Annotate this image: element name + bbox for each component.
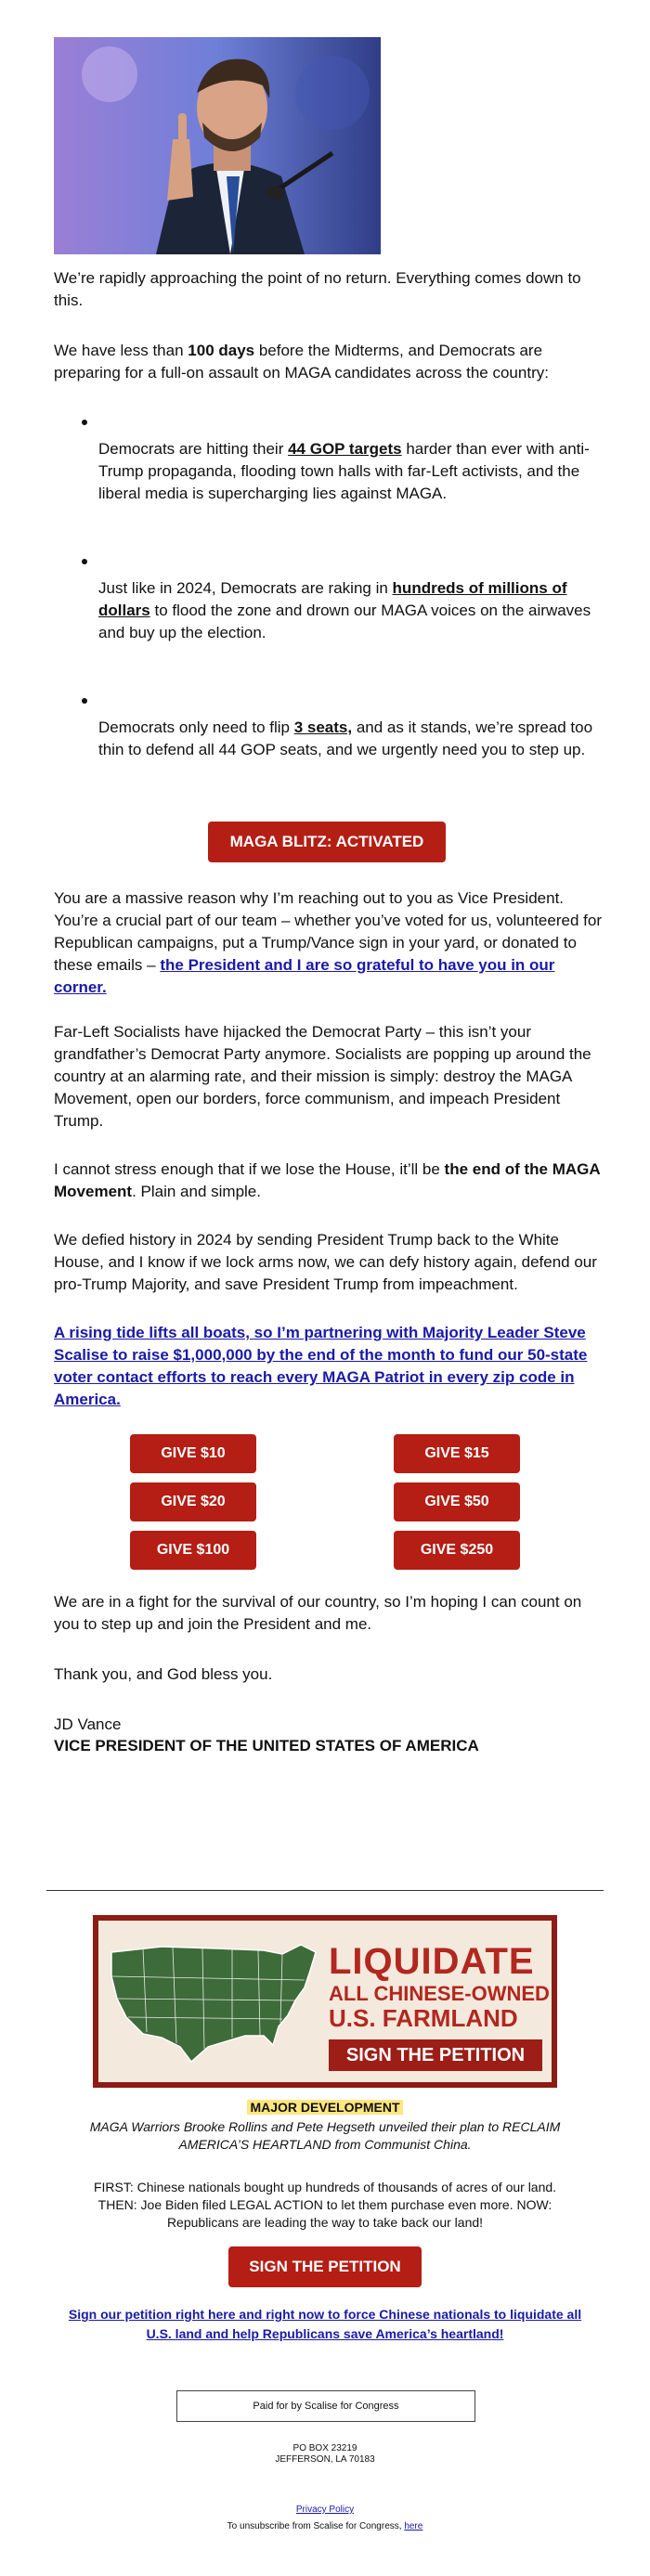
sign-petition-link[interactable]: Sign our petition right here and right now to force Chinese nationals to liquidate all U.S. land and help Republicans save America’s heartland! — [68, 2307, 582, 2341]
give-20-button[interactable]: GIVE $20 — [130, 1482, 256, 1521]
bullet-dot — [82, 420, 87, 425]
divider — [46, 1890, 604, 1891]
bullet-dot — [82, 559, 87, 564]
unsubscribe-link[interactable]: here — [404, 2521, 423, 2531]
gop-targets-link[interactable]: 44 GOP targets — [288, 440, 402, 458]
banner-line1: LIQUIDATE — [329, 1941, 535, 1982]
banner-sign-button[interactable]: SIGN THE PETITION — [329, 2039, 542, 2071]
grateful-link[interactable]: the President and I are so grateful to have you in our corner. — [54, 956, 555, 996]
defied-paragraph: We defied history in 2024 by sending President Trump back to the White House, and I know if we lock arms now, we can defy history again, defend our pro-Trump Majority, and save President Trump from impeachment. — [54, 1231, 597, 1293]
vp-paragraph: You are a massive reason why I’m reaching out to you as Vice President. You’re a crucial part of our team – whether you’ve voted for us, volunteered for Republican campaigns, put a Trump/Vance sign in your yard, or donated to these emails – the President and I are so grateful to have you in our corner. — [54, 889, 602, 996]
rising-tide-paragraph — [54, 1322, 602, 1411]
signature-name: JD Vance — [54, 1715, 122, 1733]
thanks-text: Thank you, and God bless you. — [54, 1665, 273, 1683]
bullet-dot — [82, 698, 87, 704]
socialists-paragraph: Far-Left Socialists have hijacked the Democrat Party – this isn’t your grandfather’s Democrat Party anymore. Socialists are popping up around the country at an alarming rate, and their mission is simply: destroy the MAGA Movement, open our borders, force communism, and impeach President Trump. — [54, 1023, 592, 1130]
privacy-policy-link[interactable]: Privacy Policy — [295, 2505, 355, 2515]
banner-line2: ALL CHINESE-OWNED — [329, 1982, 550, 2005]
sign-petition-button[interactable]: SIGN THE PETITION — [228, 2246, 422, 2287]
give-50-button[interactable]: GIVE $50 — [394, 1482, 520, 1521]
petition-banner[interactable] — [93, 1915, 557, 2088]
banner-line3: U.S. FARMLAND — [329, 2004, 518, 2032]
address: PO BOX 23219 JEFFERSON, LA 70183 — [275, 2443, 375, 2465]
give-15-button[interactable]: GIVE $15 — [394, 1434, 520, 1473]
signature-title: VICE PRESIDENT OF THE UNITED STATES OF AMERICA — [54, 1737, 479, 1754]
hero-photo — [54, 37, 381, 254]
bullet-1: Democrats are hitting their 44 GOP targets harder than ever with anti-Trump propaganda, flooding town halls with far-Left activists, and the liberal media is supercharging lies against MAGA. — [98, 440, 590, 502]
italic-text: MAGA Warriors Brooke Rollins and Pete Hegseth unveiled their plan to RECLAIM AMERICA’S HEARTLAND from Communist China. — [89, 2119, 561, 2152]
rising-tide-link[interactable]: A rising tide lifts all boats, so I’m partnering with Majority Leader Steve Scalise to raise $1,000,000 by the end of the month to fund our 50-state voter contact efforts to reach every MAGA Patriot in every zip code in America. — [54, 1324, 588, 1408]
major-development: MAJOR DEVELOPMENT — [46, 2100, 604, 2115]
three-seats-link[interactable]: 3 seats, — [293, 718, 353, 736]
bullet-2: Just like in 2024, Democrats are raking in hundreds of millions of dollars to flood the zone and drown our MAGA voices on the airwaves and buy up the election. — [98, 579, 592, 641]
give-100-button[interactable]: GIVE $100 — [130, 1531, 256, 1570]
privacy-text — [46, 2505, 604, 2515]
millions-link[interactable]: hundreds of millions of dollars — [98, 579, 567, 619]
bullet-3: Democrats only need to flip 3 seats, and as it stands, we’re spread too thin to defend all 44 GOP seats, and we urgently need you to step up. — [98, 718, 593, 758]
give-10-button[interactable]: GIVE $10 — [130, 1434, 256, 1473]
days-text: We have less than 100 days before the Midterms, and Democrats are preparing for a full-on assault on MAGA candidates across the country: — [54, 342, 549, 382]
stress-paragraph: I cannot stress enough that if we lose the House, it’ll be the end of the MAGA Movement. Plain and simple. — [54, 1160, 600, 1200]
days-bold: 100 days — [188, 342, 255, 359]
intro-text: We’re rapidly approaching the point of no return. Everything comes down to this. — [54, 269, 581, 309]
sign-petition-text — [65, 2305, 585, 2344]
give-250-button[interactable]: GIVE $250 — [394, 1531, 520, 1570]
first-lines: FIRST: Chinese nationals bought up hundreds of thousands of acres of our land. THEN: Joe Biden filed LEGAL ACTION to let them purchase even more. NOW: Republicans are leading the way to take back our land! — [93, 2180, 557, 2230]
us-map-icon — [106, 1934, 321, 2069]
unsubscribe-text: To unsubscribe from Scalise for Congress, here — [227, 2521, 423, 2531]
fight-paragraph: We are in a fight for the survival of our country, so I’m hoping I can count on you to step up and join the President and me. — [54, 1593, 582, 1633]
paid-for-box: Paid for by Scalise for Congress — [176, 2390, 475, 2422]
maga-blitz-button[interactable]: MAGA BLITZ: ACTIVATED — [208, 822, 446, 862]
